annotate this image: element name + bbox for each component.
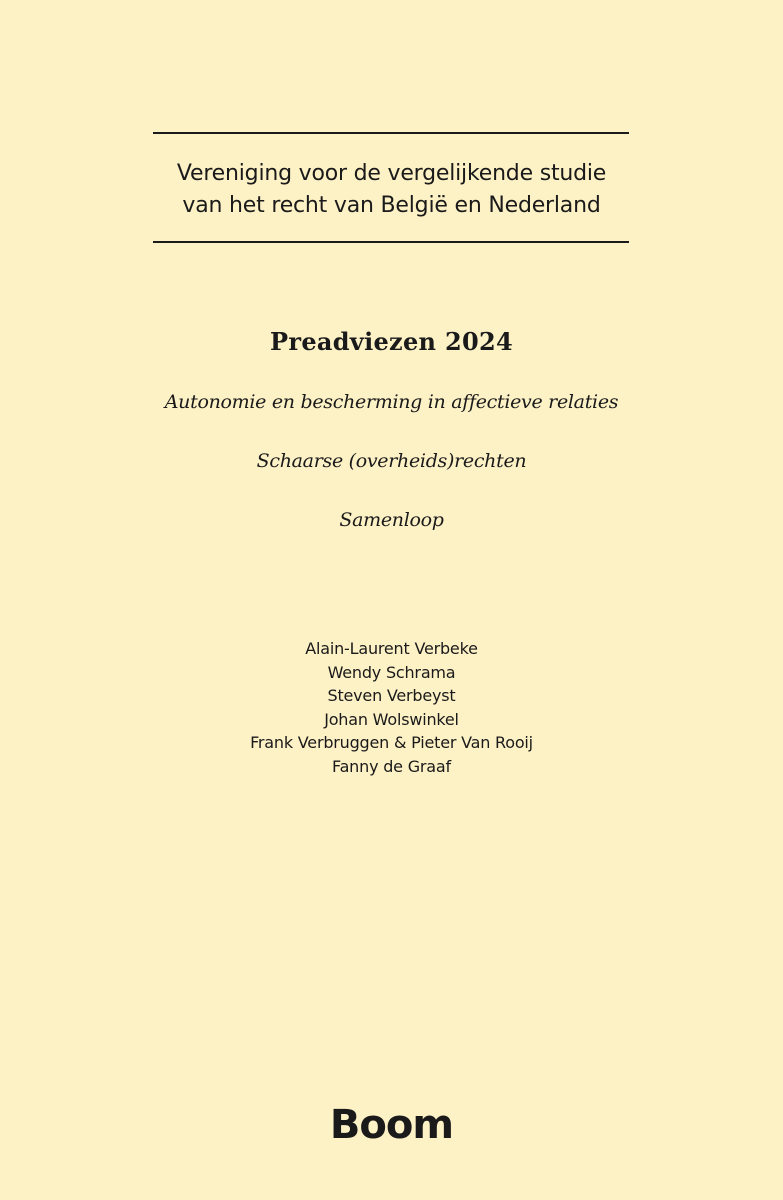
- bottom-divider: [153, 241, 629, 243]
- book-title: Preadviezen 2024: [270, 327, 513, 356]
- author-name: Steven Verbeyst: [327, 686, 456, 705]
- society-name: [0, 158, 783, 222]
- society-line-1: Vereniging voor de vergelijkende studie: [176, 161, 607, 186]
- author-name: Frank Verbruggen & Pieter Van Rooij: [250, 733, 533, 752]
- subtitle-samenloop: Samenloop: [339, 509, 444, 531]
- subtitle-scarce-rights: Schaarse (overheids)rechten: [256, 450, 527, 472]
- subtitle-affective-relations: Autonomie en bescherming in affectieve relaties: [164, 391, 619, 413]
- author-name: Johan Wolswinkel: [324, 709, 459, 729]
- society-line-2: van het recht van België en Nederland: [182, 193, 601, 218]
- publisher-logo: Boom: [329, 1102, 454, 1148]
- author-list: [0, 637, 783, 778]
- top-divider: [153, 132, 629, 134]
- author-name: Alain-Laurent Verbeke: [305, 639, 478, 658]
- author-name: Wendy Schrama: [327, 662, 456, 682]
- author-name: Fanny de Graaf: [332, 756, 451, 776]
